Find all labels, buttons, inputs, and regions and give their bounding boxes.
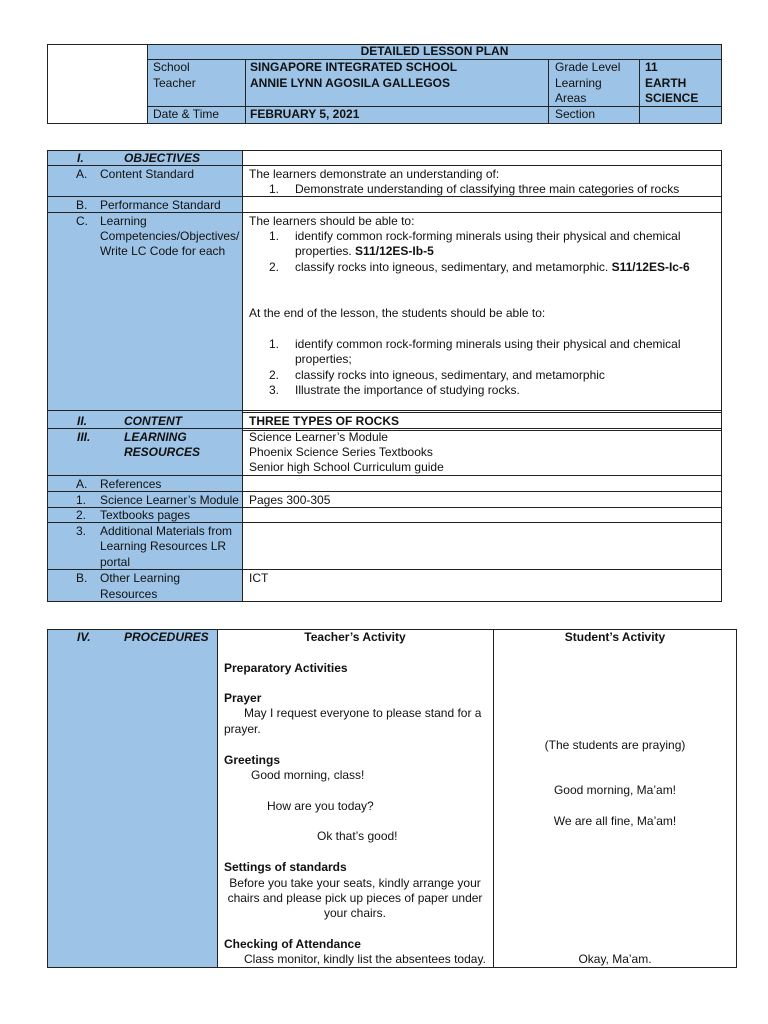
list-item: 1. identify common rock-forming minerals using their physical and chemical properties; [269, 337, 681, 367]
objectives-numeral: I. [77, 151, 84, 165]
preparatory-heading: Preparatory Activities [224, 661, 348, 675]
procedures-numeral: IV. [77, 630, 91, 644]
attendance-response: Okay, Ma’am. [578, 952, 652, 966]
other-resources-label: Resources [100, 587, 158, 601]
attendance-text: Class monitor, kindly list the absentees today. [244, 952, 486, 966]
competencies-label: Learning [100, 214, 147, 228]
textbooks-label: Textbooks pages [100, 508, 191, 522]
competencies-intro: The learners should be able to: [249, 214, 415, 228]
content-numeral: II. [77, 414, 88, 428]
procedures-heading: PROCEDURES [124, 630, 209, 644]
competencies-label: Competencies/Objectives/ [100, 229, 240, 243]
list-item: 1. Demonstrate understanding of classifying three main categories of rocks [269, 182, 680, 196]
content-heading: CONTENT [124, 414, 182, 428]
student-activity-header: Student’s Activity [564, 630, 666, 644]
standards-heading: Settings of standards [224, 860, 347, 874]
grade-level-value: 11 [645, 60, 658, 74]
teacher-activity-header: Teacher’s Activity [304, 630, 406, 644]
grade-level-label: Grade Level [555, 60, 621, 74]
additional-label: Additional Materials from [100, 524, 233, 538]
teacher-label: Teacher [153, 76, 196, 90]
content-standard-label: Content Standard [100, 167, 195, 181]
resources-value: Phoenix Science Series Textbooks [249, 445, 433, 459]
references-label: References [100, 477, 162, 491]
prayer-response: (The students are praying) [544, 738, 686, 752]
resources-numeral: III. [77, 430, 91, 444]
lc-code: S11/12ES-Ib-5 [355, 244, 434, 259]
competencies-letter: C. [76, 214, 88, 228]
prayer-heading: Prayer [224, 691, 262, 705]
objectives-heading: OBJECTIVES [124, 151, 201, 165]
performance-standard-letter: B. [76, 198, 88, 212]
list-item: 3. Illustrate the importance of studying rocks. [269, 383, 520, 398]
content-standard-list [249, 182, 679, 197]
greetings-line: Good morning, class! [251, 768, 365, 782]
learners-module-number: 1. [76, 493, 87, 507]
references-letter: A. [76, 477, 88, 491]
learners-module-label: Science Learner’s Module [100, 493, 239, 507]
learning-areas-label: Learning [555, 76, 602, 90]
list-item: 2. classify rocks into igneous, sedimentary, and metamorphic. S11/12ES-Ic-6 [269, 259, 690, 274]
textbooks-number: 2. [76, 508, 87, 522]
page-title: DETAILED LESSON PLAN [360, 44, 509, 58]
other-resources-value: ICT [249, 571, 269, 585]
section-label: Section [555, 107, 596, 121]
competencies-list [249, 229, 690, 275]
standards-text: Before you take your seats, kindly arrange your [229, 876, 481, 890]
additional-label: portal [100, 555, 131, 569]
resources-heading: LEARNING [124, 430, 187, 444]
other-resources-label: Other Learning [100, 571, 181, 585]
greetings-line: Ok that’s good! [317, 829, 398, 843]
prayer-text: May I request everyone to please stand for a [244, 706, 482, 720]
date-time-label: Date & Time [153, 107, 220, 121]
learning-areas-value: SCIENCE [645, 91, 699, 105]
resources-heading: RESOURCES [124, 445, 201, 459]
standards-text: your chairs. [323, 906, 387, 920]
standards-text: chairs and please pick up pieces of paper under [227, 891, 483, 905]
greetings-response: We are all fine, Ma’am! [553, 814, 677, 828]
content-value: THREE TYPES OF ROCKS [249, 414, 400, 428]
greetings-line: How are you today? [267, 799, 374, 813]
learners-module-value: Pages 300-305 [249, 493, 331, 507]
performance-standard-label: Performance Standard [100, 198, 221, 212]
additional-label: Learning Resources LR [100, 539, 227, 553]
learning-areas-value: EARTH [645, 76, 687, 90]
content-standard-intro: The learners demonstrate an understanding of: [249, 167, 500, 181]
list-item: 1. identify common rock-forming minerals using their physical and chemical properties. S11/12ES-Ib-5 [269, 229, 681, 259]
end-of-lesson-intro: At the end of the lesson, the students should be able to: [249, 306, 546, 320]
school-value: SINGAPORE INTEGRATED SCHOOL [250, 60, 458, 74]
school-label: School [153, 60, 190, 74]
end-of-lesson-list [249, 337, 681, 399]
competencies-label: Write LC Code for each [100, 244, 226, 258]
additional-number: 3. [76, 524, 87, 538]
date-time-value: FEBRUARY 5, 2021 [250, 107, 360, 121]
content-standard-letter: A. [76, 167, 88, 181]
greetings-heading: Greetings [224, 753, 281, 767]
other-resources-letter: B. [76, 571, 88, 585]
teacher-value: ANNIE LYNN AGOSILA GALLEGOS [250, 76, 451, 90]
resources-value: Senior high School Curriculum guide [249, 460, 444, 474]
greetings-response: Good morning, Ma’am! [553, 783, 677, 797]
resources-value: Science Learner’s Module [249, 430, 388, 444]
lc-code: S11/12ES-Ic-6 [611, 259, 690, 274]
learning-areas-label: Areas [555, 91, 587, 105]
attendance-heading: Checking of Attendance [224, 937, 361, 951]
list-item: 2. classify rocks into igneous, sedimentary, and metamorphic [269, 367, 605, 382]
prayer-text: prayer. [224, 722, 261, 736]
